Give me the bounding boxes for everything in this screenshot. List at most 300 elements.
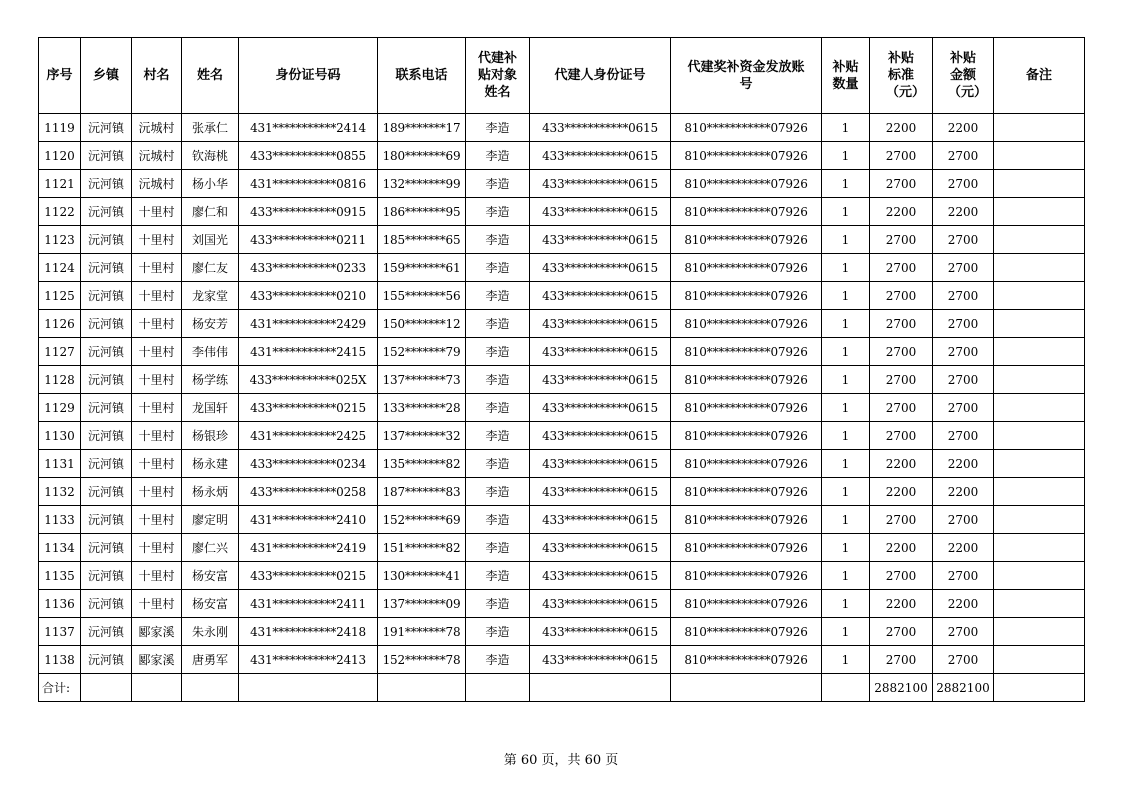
cell-name: 朱永刚	[182, 618, 239, 646]
cell-amount: 2700	[933, 422, 994, 450]
cell-town: 沅河镇	[81, 198, 132, 226]
cell-remark	[994, 506, 1085, 534]
cell-town: 沅河镇	[81, 562, 132, 590]
cell-amount: 2200	[933, 198, 994, 226]
cell-remark	[994, 338, 1085, 366]
header-name: 姓名	[182, 38, 239, 114]
cell-account: 810***********07926	[671, 282, 822, 310]
cell-id-number: 431***********2414	[239, 114, 378, 142]
total-empty-id	[239, 674, 378, 702]
cell-town: 沅河镇	[81, 254, 132, 282]
cell-proxy-name: 李造	[466, 366, 530, 394]
cell-proxy-name: 李造	[466, 310, 530, 338]
table-row	[39, 254, 1085, 282]
cell-seq: 1122	[39, 198, 81, 226]
cell-account: 810***********07926	[671, 310, 822, 338]
cell-remark	[994, 170, 1085, 198]
cell-seq: 1132	[39, 478, 81, 506]
cell-proxy-name: 李造	[466, 534, 530, 562]
cell-standard: 2700	[870, 282, 933, 310]
cell-amount: 2700	[933, 282, 994, 310]
cell-phone: 150*******12	[378, 310, 466, 338]
cell-standard: 2700	[870, 618, 933, 646]
cell-id-number: 433***********025X	[239, 366, 378, 394]
cell-remark	[994, 646, 1085, 674]
cell-proxy-name: 李造	[466, 422, 530, 450]
cell-phone: 180*******69	[378, 142, 466, 170]
cell-seq: 1128	[39, 366, 81, 394]
cell-standard: 2700	[870, 394, 933, 422]
cell-quantity: 1	[822, 198, 870, 226]
cell-name: 唐勇军	[182, 646, 239, 674]
cell-remark	[994, 618, 1085, 646]
cell-phone: 155*******56	[378, 282, 466, 310]
cell-amount: 2200	[933, 590, 994, 618]
cell-proxy-name: 李造	[466, 478, 530, 506]
cell-proxy-name: 李造	[466, 506, 530, 534]
cell-proxy-id: 433***********0615	[530, 170, 671, 198]
cell-remark	[994, 198, 1085, 226]
table-row	[39, 338, 1085, 366]
cell-name: 钦海桃	[182, 142, 239, 170]
cell-proxy-id: 433***********0615	[530, 310, 671, 338]
cell-quantity: 1	[822, 422, 870, 450]
total-empty-proxy-name	[466, 674, 530, 702]
cell-proxy-id: 433***********0615	[530, 226, 671, 254]
cell-remark	[994, 114, 1085, 142]
cell-name: 杨学练	[182, 366, 239, 394]
cell-name: 廖仁兴	[182, 534, 239, 562]
cell-name: 龙国轩	[182, 394, 239, 422]
cell-standard: 2200	[870, 450, 933, 478]
cell-phone: 159*******61	[378, 254, 466, 282]
cell-town: 沅河镇	[81, 646, 132, 674]
cell-standard: 2700	[870, 142, 933, 170]
cell-phone: 132*******99	[378, 170, 466, 198]
cell-village: 十里村	[132, 562, 182, 590]
cell-seq: 1135	[39, 562, 81, 590]
cell-quantity: 1	[822, 590, 870, 618]
cell-name: 杨银珍	[182, 422, 239, 450]
cell-town: 沅河镇	[81, 338, 132, 366]
table-row	[39, 506, 1085, 534]
cell-seq: 1124	[39, 254, 81, 282]
total-empty-town	[81, 674, 132, 702]
cell-remark	[994, 394, 1085, 422]
cell-phone: 185*******65	[378, 226, 466, 254]
cell-quantity: 1	[822, 506, 870, 534]
total-empty-name	[182, 674, 239, 702]
cell-proxy-id: 433***********0615	[530, 282, 671, 310]
cell-seq: 1138	[39, 646, 81, 674]
cell-account: 810***********07926	[671, 478, 822, 506]
cell-name: 杨安富	[182, 590, 239, 618]
cell-amount: 2700	[933, 338, 994, 366]
header-remark: 备注	[994, 38, 1085, 114]
cell-id-number: 433***********0915	[239, 198, 378, 226]
cell-town: 沅河镇	[81, 114, 132, 142]
cell-amount: 2700	[933, 562, 994, 590]
cell-standard: 2700	[870, 562, 933, 590]
cell-standard: 2700	[870, 646, 933, 674]
cell-quantity: 1	[822, 450, 870, 478]
cell-village: 十里村	[132, 254, 182, 282]
header-phone: 联系电话	[378, 38, 466, 114]
cell-seq: 1125	[39, 282, 81, 310]
cell-account: 810***********07926	[671, 394, 822, 422]
cell-proxy-id: 433***********0615	[530, 198, 671, 226]
cell-id-number: 433***********0855	[239, 142, 378, 170]
cell-quantity: 1	[822, 254, 870, 282]
cell-town: 沅河镇	[81, 534, 132, 562]
cell-village: 十里村	[132, 534, 182, 562]
cell-proxy-id: 433***********0615	[530, 394, 671, 422]
cell-account: 810***********07926	[671, 142, 822, 170]
cell-name: 杨永炳	[182, 478, 239, 506]
cell-town: 沅河镇	[81, 226, 132, 254]
cell-village: 十里村	[132, 226, 182, 254]
cell-account: 810***********07926	[671, 198, 822, 226]
cell-account: 810***********07926	[671, 534, 822, 562]
cell-id-number: 433***********0234	[239, 450, 378, 478]
cell-standard: 2700	[870, 310, 933, 338]
cell-phone: 137*******09	[378, 590, 466, 618]
cell-town: 沅河镇	[81, 422, 132, 450]
cell-proxy-name: 李造	[466, 338, 530, 366]
cell-quantity: 1	[822, 226, 870, 254]
cell-town: 沅河镇	[81, 310, 132, 338]
cell-proxy-name: 李造	[466, 450, 530, 478]
total-standard-sum: 2882100	[870, 674, 933, 702]
header-proxy-id: 代建人身份证号	[530, 38, 671, 114]
cell-name: 杨永建	[182, 450, 239, 478]
cell-town: 沅河镇	[81, 282, 132, 310]
header-seq: 序号	[39, 38, 81, 114]
cell-phone: 137*******73	[378, 366, 466, 394]
cell-quantity: 1	[822, 142, 870, 170]
cell-account: 810***********07926	[671, 618, 822, 646]
cell-phone: 191*******78	[378, 618, 466, 646]
cell-account: 810***********07926	[671, 366, 822, 394]
cell-amount: 2700	[933, 366, 994, 394]
cell-account: 810***********07926	[671, 422, 822, 450]
cell-proxy-id: 433***********0615	[530, 422, 671, 450]
cell-village: 郾家溪	[132, 646, 182, 674]
header-village: 村名	[132, 38, 182, 114]
page-number: 第 60 页，共 60 页	[503, 753, 619, 768]
cell-name: 廖仁和	[182, 198, 239, 226]
cell-proxy-id: 433***********0615	[530, 534, 671, 562]
cell-village: 十里村	[132, 366, 182, 394]
cell-proxy-id: 433***********0615	[530, 366, 671, 394]
cell-proxy-name: 李造	[466, 646, 530, 674]
header-proxy-name: 代建补贴对象姓名	[466, 38, 530, 114]
cell-seq: 1119	[39, 114, 81, 142]
table-row	[39, 450, 1085, 478]
cell-id-number: 433***********0211	[239, 226, 378, 254]
total-empty-phone	[378, 674, 466, 702]
cell-proxy-id: 433***********0615	[530, 590, 671, 618]
cell-village: 沅城村	[132, 142, 182, 170]
cell-proxy-id: 433***********0615	[530, 338, 671, 366]
cell-standard: 2200	[870, 198, 933, 226]
table-row	[39, 590, 1085, 618]
table-row	[39, 170, 1085, 198]
cell-amount: 2200	[933, 534, 994, 562]
cell-amount: 2200	[933, 478, 994, 506]
cell-town: 沅河镇	[81, 450, 132, 478]
cell-proxy-name: 李造	[466, 394, 530, 422]
cell-quantity: 1	[822, 338, 870, 366]
cell-standard: 2700	[870, 254, 933, 282]
cell-quantity: 1	[822, 282, 870, 310]
cell-remark	[994, 254, 1085, 282]
cell-phone: 189*******17	[378, 114, 466, 142]
cell-amount: 2700	[933, 394, 994, 422]
cell-account: 810***********07926	[671, 450, 822, 478]
cell-quantity: 1	[822, 114, 870, 142]
cell-seq: 1131	[39, 450, 81, 478]
cell-town: 沅河镇	[81, 590, 132, 618]
cell-remark	[994, 226, 1085, 254]
cell-account: 810***********07926	[671, 254, 822, 282]
table-row	[39, 534, 1085, 562]
table-row	[39, 198, 1085, 226]
cell-seq: 1137	[39, 618, 81, 646]
table-row	[39, 114, 1085, 142]
cell-seq: 1127	[39, 338, 81, 366]
cell-standard: 2200	[870, 534, 933, 562]
cell-proxy-id: 433***********0615	[530, 450, 671, 478]
cell-town: 沅河镇	[81, 142, 132, 170]
cell-phone: 137*******32	[378, 422, 466, 450]
cell-town: 沅河镇	[81, 506, 132, 534]
cell-remark	[994, 142, 1085, 170]
cell-proxy-id: 433***********0615	[530, 114, 671, 142]
cell-phone: 152*******78	[378, 646, 466, 674]
cell-village: 十里村	[132, 394, 182, 422]
cell-proxy-name: 李造	[466, 282, 530, 310]
cell-town: 沅河镇	[81, 170, 132, 198]
header-amount: 补贴金额（元）	[933, 38, 994, 114]
cell-village: 十里村	[132, 478, 182, 506]
cell-village: 十里村	[132, 590, 182, 618]
table-row	[39, 310, 1085, 338]
total-empty-proxy-id	[530, 674, 671, 702]
cell-account: 810***********07926	[671, 114, 822, 142]
cell-quantity: 1	[822, 478, 870, 506]
cell-name: 廖定明	[182, 506, 239, 534]
cell-id-number: 431***********2410	[239, 506, 378, 534]
cell-standard: 2700	[870, 226, 933, 254]
cell-id-number: 431***********2411	[239, 590, 378, 618]
cell-amount: 2700	[933, 226, 994, 254]
cell-town: 沅河镇	[81, 618, 132, 646]
cell-phone: 133*******28	[378, 394, 466, 422]
total-empty-village	[132, 674, 182, 702]
cell-remark	[994, 534, 1085, 562]
cell-id-number: 433***********0215	[239, 562, 378, 590]
cell-amount: 2200	[933, 114, 994, 142]
cell-amount: 2200	[933, 450, 994, 478]
header-town: 乡镇	[81, 38, 132, 114]
cell-town: 沅河镇	[81, 478, 132, 506]
cell-amount: 2700	[933, 254, 994, 282]
cell-id-number: 431***********2429	[239, 310, 378, 338]
cell-quantity: 1	[822, 310, 870, 338]
cell-phone: 135*******82	[378, 450, 466, 478]
cell-seq: 1120	[39, 142, 81, 170]
cell-id-number: 433***********0215	[239, 394, 378, 422]
cell-proxy-name: 李造	[466, 590, 530, 618]
cell-id-number: 431***********2418	[239, 618, 378, 646]
total-empty-quantity	[822, 674, 870, 702]
subsidy-table	[38, 37, 1085, 702]
total-amount-sum: 2882100	[933, 674, 994, 702]
table-row	[39, 226, 1085, 254]
cell-remark	[994, 366, 1085, 394]
cell-seq: 1130	[39, 422, 81, 450]
cell-seq: 1123	[39, 226, 81, 254]
cell-remark	[994, 450, 1085, 478]
table-row	[39, 422, 1085, 450]
cell-proxy-name: 李造	[466, 142, 530, 170]
table-row	[39, 478, 1085, 506]
cell-village: 十里村	[132, 450, 182, 478]
cell-id-number: 433***********0210	[239, 282, 378, 310]
header-account: 代建奖补资金发放账号	[671, 38, 822, 114]
total-empty-remark	[994, 674, 1085, 702]
cell-town: 沅河镇	[81, 366, 132, 394]
cell-proxy-name: 李造	[466, 170, 530, 198]
cell-village: 十里村	[132, 282, 182, 310]
cell-village: 十里村	[132, 422, 182, 450]
cell-standard: 2200	[870, 114, 933, 142]
cell-quantity: 1	[822, 534, 870, 562]
cell-name: 杨安富	[182, 562, 239, 590]
cell-proxy-id: 433***********0615	[530, 646, 671, 674]
cell-name: 杨安芳	[182, 310, 239, 338]
cell-phone: 151*******82	[378, 534, 466, 562]
cell-account: 810***********07926	[671, 226, 822, 254]
cell-phone: 130*******41	[378, 562, 466, 590]
cell-proxy-id: 433***********0615	[530, 142, 671, 170]
table-row	[39, 366, 1085, 394]
cell-name: 龙家堂	[182, 282, 239, 310]
header-quantity: 补贴数量	[822, 38, 870, 114]
cell-village: 十里村	[132, 338, 182, 366]
cell-account: 810***********07926	[671, 590, 822, 618]
cell-proxy-name: 李造	[466, 226, 530, 254]
total-empty-account	[671, 674, 822, 702]
cell-account: 810***********07926	[671, 170, 822, 198]
header-row	[39, 38, 1085, 114]
cell-id-number: 431***********2415	[239, 338, 378, 366]
cell-account: 810***********07926	[671, 506, 822, 534]
cell-quantity: 1	[822, 562, 870, 590]
cell-standard: 2200	[870, 590, 933, 618]
cell-quantity: 1	[822, 394, 870, 422]
cell-remark	[994, 310, 1085, 338]
cell-seq: 1126	[39, 310, 81, 338]
cell-proxy-name: 李造	[466, 618, 530, 646]
cell-village: 郾家溪	[132, 618, 182, 646]
cell-proxy-id: 433***********0615	[530, 478, 671, 506]
cell-village: 十里村	[132, 506, 182, 534]
cell-proxy-id: 433***********0615	[530, 254, 671, 282]
cell-standard: 2700	[870, 366, 933, 394]
cell-name: 李伟伟	[182, 338, 239, 366]
cell-quantity: 1	[822, 366, 870, 394]
cell-proxy-id: 433***********0615	[530, 506, 671, 534]
table-row	[39, 142, 1085, 170]
cell-remark	[994, 478, 1085, 506]
cell-seq: 1134	[39, 534, 81, 562]
cell-amount: 2700	[933, 646, 994, 674]
cell-standard: 2700	[870, 338, 933, 366]
table-row	[39, 394, 1085, 422]
cell-seq: 1121	[39, 170, 81, 198]
cell-standard: 2700	[870, 422, 933, 450]
cell-name: 刘国光	[182, 226, 239, 254]
cell-standard: 2700	[870, 170, 933, 198]
cell-village: 十里村	[132, 310, 182, 338]
cell-remark	[994, 422, 1085, 450]
cell-seq: 1129	[39, 394, 81, 422]
cell-proxy-name: 李造	[466, 114, 530, 142]
table-body	[39, 114, 1085, 674]
table-row	[39, 618, 1085, 646]
cell-amount: 2700	[933, 506, 994, 534]
cell-seq: 1133	[39, 506, 81, 534]
table-row	[39, 562, 1085, 590]
cell-account: 810***********07926	[671, 338, 822, 366]
total-label: 合计:	[39, 674, 81, 702]
cell-remark	[994, 282, 1085, 310]
cell-quantity: 1	[822, 646, 870, 674]
cell-name: 杨小华	[182, 170, 239, 198]
cell-amount: 2700	[933, 310, 994, 338]
cell-phone: 152*******69	[378, 506, 466, 534]
cell-village: 沅城村	[132, 170, 182, 198]
table-row	[39, 282, 1085, 310]
cell-id-number: 431***********2425	[239, 422, 378, 450]
cell-phone: 187*******83	[378, 478, 466, 506]
cell-id-number: 433***********0233	[239, 254, 378, 282]
table-row	[39, 646, 1085, 674]
cell-amount: 2700	[933, 618, 994, 646]
cell-town: 沅河镇	[81, 394, 132, 422]
cell-proxy-id: 433***********0615	[530, 618, 671, 646]
cell-village: 沅城村	[132, 114, 182, 142]
cell-quantity: 1	[822, 170, 870, 198]
cell-proxy-id: 433***********0615	[530, 562, 671, 590]
cell-id-number: 431***********2413	[239, 646, 378, 674]
cell-proxy-name: 李造	[466, 562, 530, 590]
cell-id-number: 433***********0258	[239, 478, 378, 506]
cell-account: 810***********07926	[671, 562, 822, 590]
cell-proxy-name: 李造	[466, 254, 530, 282]
cell-standard: 2700	[870, 506, 933, 534]
total-row	[39, 674, 1085, 702]
cell-standard: 2200	[870, 478, 933, 506]
cell-seq: 1136	[39, 590, 81, 618]
cell-proxy-name: 李造	[466, 198, 530, 226]
cell-id-number: 431***********0816	[239, 170, 378, 198]
cell-name: 张承仁	[182, 114, 239, 142]
cell-amount: 2700	[933, 170, 994, 198]
header-id-number: 身份证号码	[239, 38, 378, 114]
